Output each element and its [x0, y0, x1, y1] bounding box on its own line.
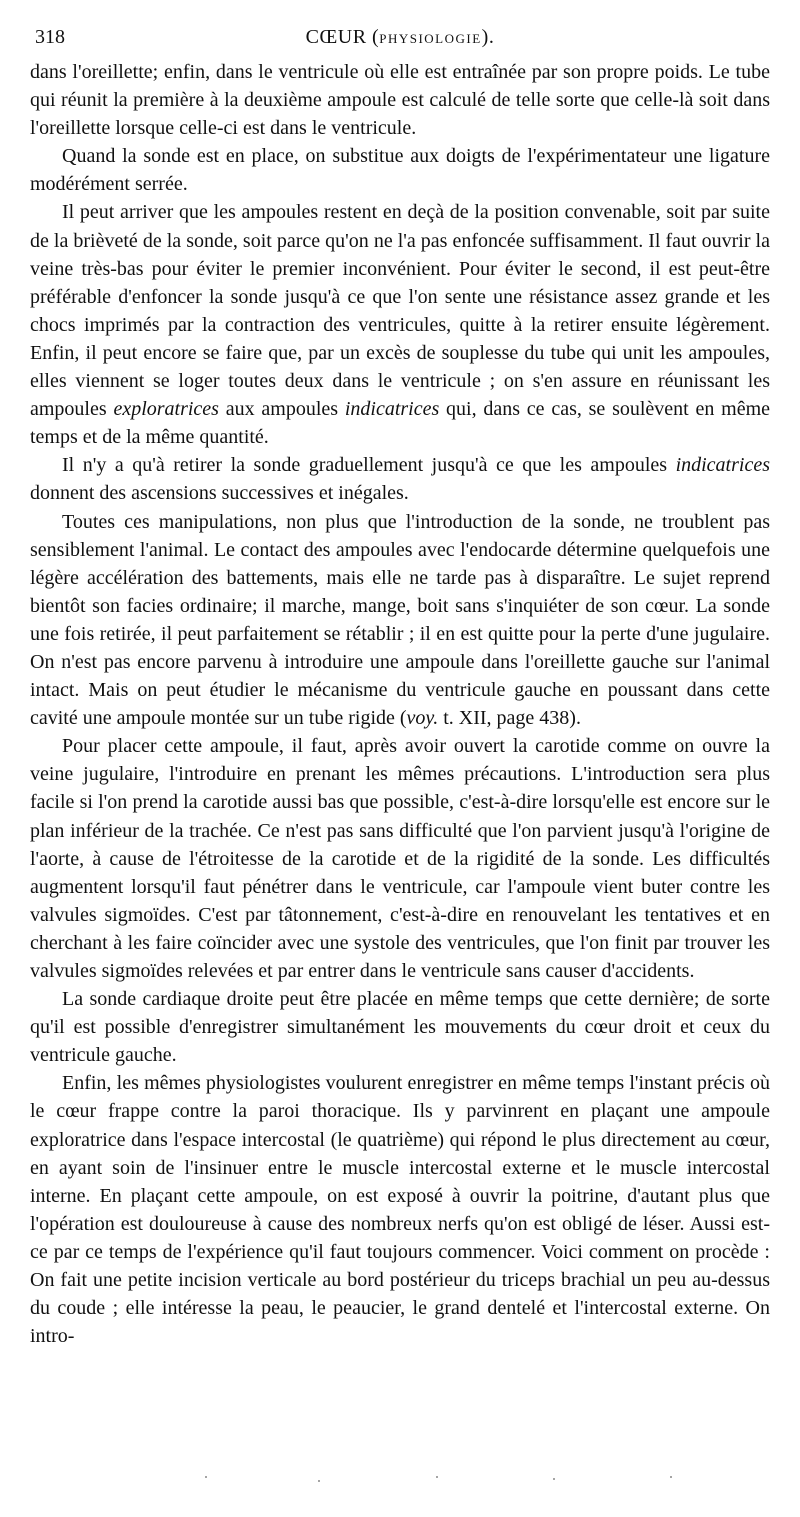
italic-term: indicatrices: [675, 454, 770, 477]
page-specks: [0, 1462, 800, 1502]
book-page: [30, 22, 770, 1350]
text-run: Enfin, les mêmes physiologistes voulurent enregistrer en même temps l'instant précis où le cœur frappe contre la paroi thoracique. Ils y parvinrent en plaçant une ampoule exploratrice dans l'espace intercostal (le quatrième) qui répond le plus directement au cœur, en ayant soin de l'insinuer entre le muscle intercostal externe et le muscle intercostal interne. En plaçant cette ampoule, on est exposé à ouvrir la poitrine, d'autant plus que l'opération est douloureuse à cause des nombreux nerfs qu'on est obligé de léser. Aussi est-ce par ce temps de l'expérience qu'il faut toujours commencer. Voici comment on procède : On fait une petite incision verticale au bord postérieur du triceps brachial un peu au-dessus du coude ; elle intéresse la peau, le peaucier, le grand dentelé et l'intercostal externe. On intro-: [30, 1072, 770, 1348]
speck: [553, 1478, 555, 1480]
speck: [436, 1476, 438, 1478]
text-run: Quand la sonde est en place, on substitue aux doigts de l'expérimentateur une ligature modérément serrée.: [30, 145, 770, 196]
running-title: [30, 22, 770, 54]
speck: [670, 1476, 672, 1478]
paragraph: [30, 508, 770, 733]
paragraph: [30, 1069, 770, 1350]
paragraph: [30, 58, 770, 142]
text-run: donnent des ascensions successives et inégales.: [30, 482, 409, 505]
speck: [205, 1476, 207, 1478]
body-text: [30, 58, 770, 1350]
page-header: [30, 22, 770, 52]
running-title-main: CŒUR (: [305, 26, 380, 48]
speck: [318, 1480, 320, 1482]
paragraph: [30, 198, 770, 451]
paragraph: [30, 732, 770, 985]
text-run: Il peut arriver que les ampoules restent en deçà de la position convenable, soit par suite de la brièveté de la sonde, soit parce qu'on ne l'a pas enfoncée suffisamment. Il faut ouvrir la veine très-bas pour éviter le premier inconvénient. Pour éviter le second, il est peut-être préférable d'enfoncer la sonde jusqu'à ce que l'on sente une résistance assez grande et les chocs imprimés par la contraction des ventricules, quitte à la retirer ensuite légèrement. Enfin, il peut encore se faire que, par un excès de souplesse du tube qui unit les ampoules, elles viennent se loger toutes deux dans le ventricule ; on s'en assure en réunissant les ampoules: [30, 201, 770, 421]
text-run: aux ampoules: [218, 398, 345, 421]
italic-term: voy.: [406, 707, 439, 730]
text-run: qui, dans ce cas, se soulèvent en même temps et de la même quantité.: [30, 398, 771, 449]
text-run: La sonde cardiaque droite peut être placée en même temps que cette dernière; de sorte qu'il est possible d'enregistrer simultanément les mouvements du cœur droit et ceux du ventricule gauche.: [30, 988, 770, 1067]
paragraph: [30, 451, 770, 507]
page-number: 318: [35, 26, 65, 48]
running-title-end: ).: [481, 26, 495, 48]
text-run: Il n'y a qu'à retirer la sonde graduellement jusqu'à ce que les ampoules: [62, 454, 676, 477]
text-run: Pour placer cette ampoule, il faut, après avoir ouvert la carotide comme on ouvre la veine jugulaire, l'introduire en prenant les mêmes précautions. L'introduction sera plus facile si l'on prend la carotide aussi bas que possible, c'est-à-dire lorsqu'elle est encore sur le plan inférieur de la trachée. Ce n'est pas sans difficulté que l'on parvient jusqu'à l'origine de l'aorte, à cause de l'étroitesse de la carotide et de la rigidité de la sonde. Les difficultés augmentent lorsqu'il faut pénétrer dans le ventricule, car l'ampoule vient buter contre les valvules sigmoïdes. C'est par tâtonnement, c'est-à-dire en renouvelant les tentatives et en cherchant à les faire coïncider avec une systole des ventricules, que l'on finit par trouver les valvules sigmoïdes relevées et par entrer dans le ventricule sans causer d'accidents.: [30, 735, 770, 982]
text-run: t. XII, page 438).: [438, 707, 581, 730]
italic-term: indicatrices: [344, 398, 440, 421]
paragraph: [30, 142, 770, 198]
paragraph: [30, 985, 770, 1069]
running-title-subject: PHYSIOLOGIE: [379, 31, 482, 46]
italic-term: exploratrices: [113, 398, 219, 421]
text-run: dans l'oreillette; enfin, dans le ventricule où elle est entraînée par son propre poids. Le tube qui réunit la première à la deuxième ampoule est calculé de telle sorte que celle-là soit dans l'oreillette lorsque celle-ci est dans le ventricule.: [30, 61, 770, 140]
text-run: Toutes ces manipulations, non plus que l'introduction de la sonde, ne troublent pas sensiblement l'animal. Le contact des ampoules avec l'endocarde détermine quelquefois une légère accélération des battements, mais elle ne tarde pas à disparaître. Le sujet reprend bientôt son facies ordinaire; il marche, mange, boit sans s'inquiéter de son cœur. La sonde une fois retirée, il peut parfaitement se rétablir ; il en est quitte pour la perte d'une jugulaire. On n'est pas encore parvenu à introduire une ampoule dans l'oreillette gauche sur l'animal intact. Mais on peut étudier le mécanisme du ventricule gauche en poussant dans cette cavité une ampoule montée sur un tube rigide (: [30, 510, 770, 730]
